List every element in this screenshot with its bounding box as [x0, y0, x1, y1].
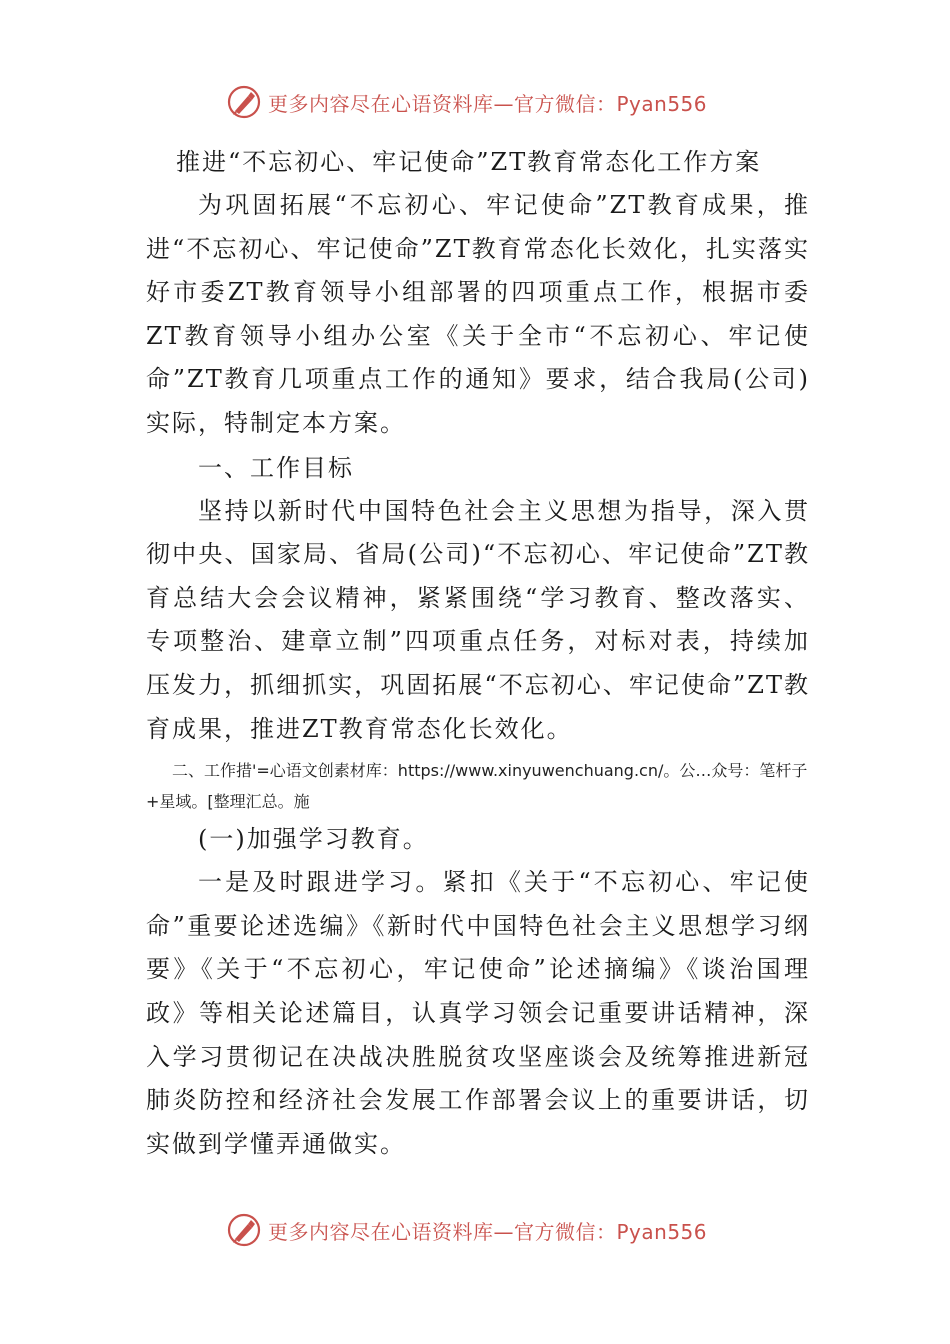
document-title: 推进“不忘初心、牢记使命”ZT教育常态化工作方案	[176, 148, 762, 176]
subsection1-paragraph: 一是及时跟进学习。紧扣《关于“不忘初心、牢记使命”重要论述选编》《新时代中国特色社会主义思想学习纲要》《关于“不忘初心，牢记使命”论述摘编》《谈治国理政》等相关论述篇目，认真学习领会记重要讲话精神，深入学习贯彻记在决战决胜脱贫攻坚座谈会及统筹推进新冠肺炎防控和经济社会发展工作部署会议上的重要讲话，切实做到学懂弄通做实。	[146, 868, 810, 1158]
section2-heading-watermark-line: 二、工作措'=心语文创素材库：https://www.xinyuwenchuang.cn/。公…众号：笔杆子+星域。[整理汇总。施	[146, 761, 808, 812]
section1-heading: 一、工作目标	[198, 453, 354, 482]
document-page	[146, 140, 810, 1166]
section1-paragraph: 坚持以新时代中国特色社会主义思想为指导，深入贯彻中央、国家局、省局(公司)“不忘初心、牢记使命”ZT教育总结大会会议精神，紧紧围绕“学习教育、整改落实、专项整治、建章立制”四项重点任务，对标对表，持续加压发力，抓细抓实，巩固拓展“不忘初心、牢记使命”ZT教育成果，推进ZT教育常态化长效化。	[146, 496, 810, 743]
banner-text: 更多内容尽在心语资料库—官方微信：Pyan556	[268, 91, 708, 116]
intro-paragraph: 为巩固拓展“不忘初心、牢记使命”ZT教育成果，推进“不忘初心、牢记使命”ZT教育常态化长效化，扎实落实好市委ZT教育领导小组部署的四项重点工作，根据市委ZT教育领导小组办公室《关于全市“不忘初心、牢记使命”ZT教育几项重点工作的通知》要求，结合我局(公司)实际，特制定本方案。	[146, 191, 810, 437]
banner-text: 更多内容尽在心语资料库—官方微信：Pyan556	[268, 1219, 708, 1244]
header-banner	[226, 82, 707, 122]
subsection1-heading: (一)加强学习教育。	[198, 825, 429, 854]
pen-logo-icon	[226, 84, 262, 120]
pen-logo-icon	[226, 1212, 262, 1248]
footer-banner	[226, 1210, 707, 1250]
